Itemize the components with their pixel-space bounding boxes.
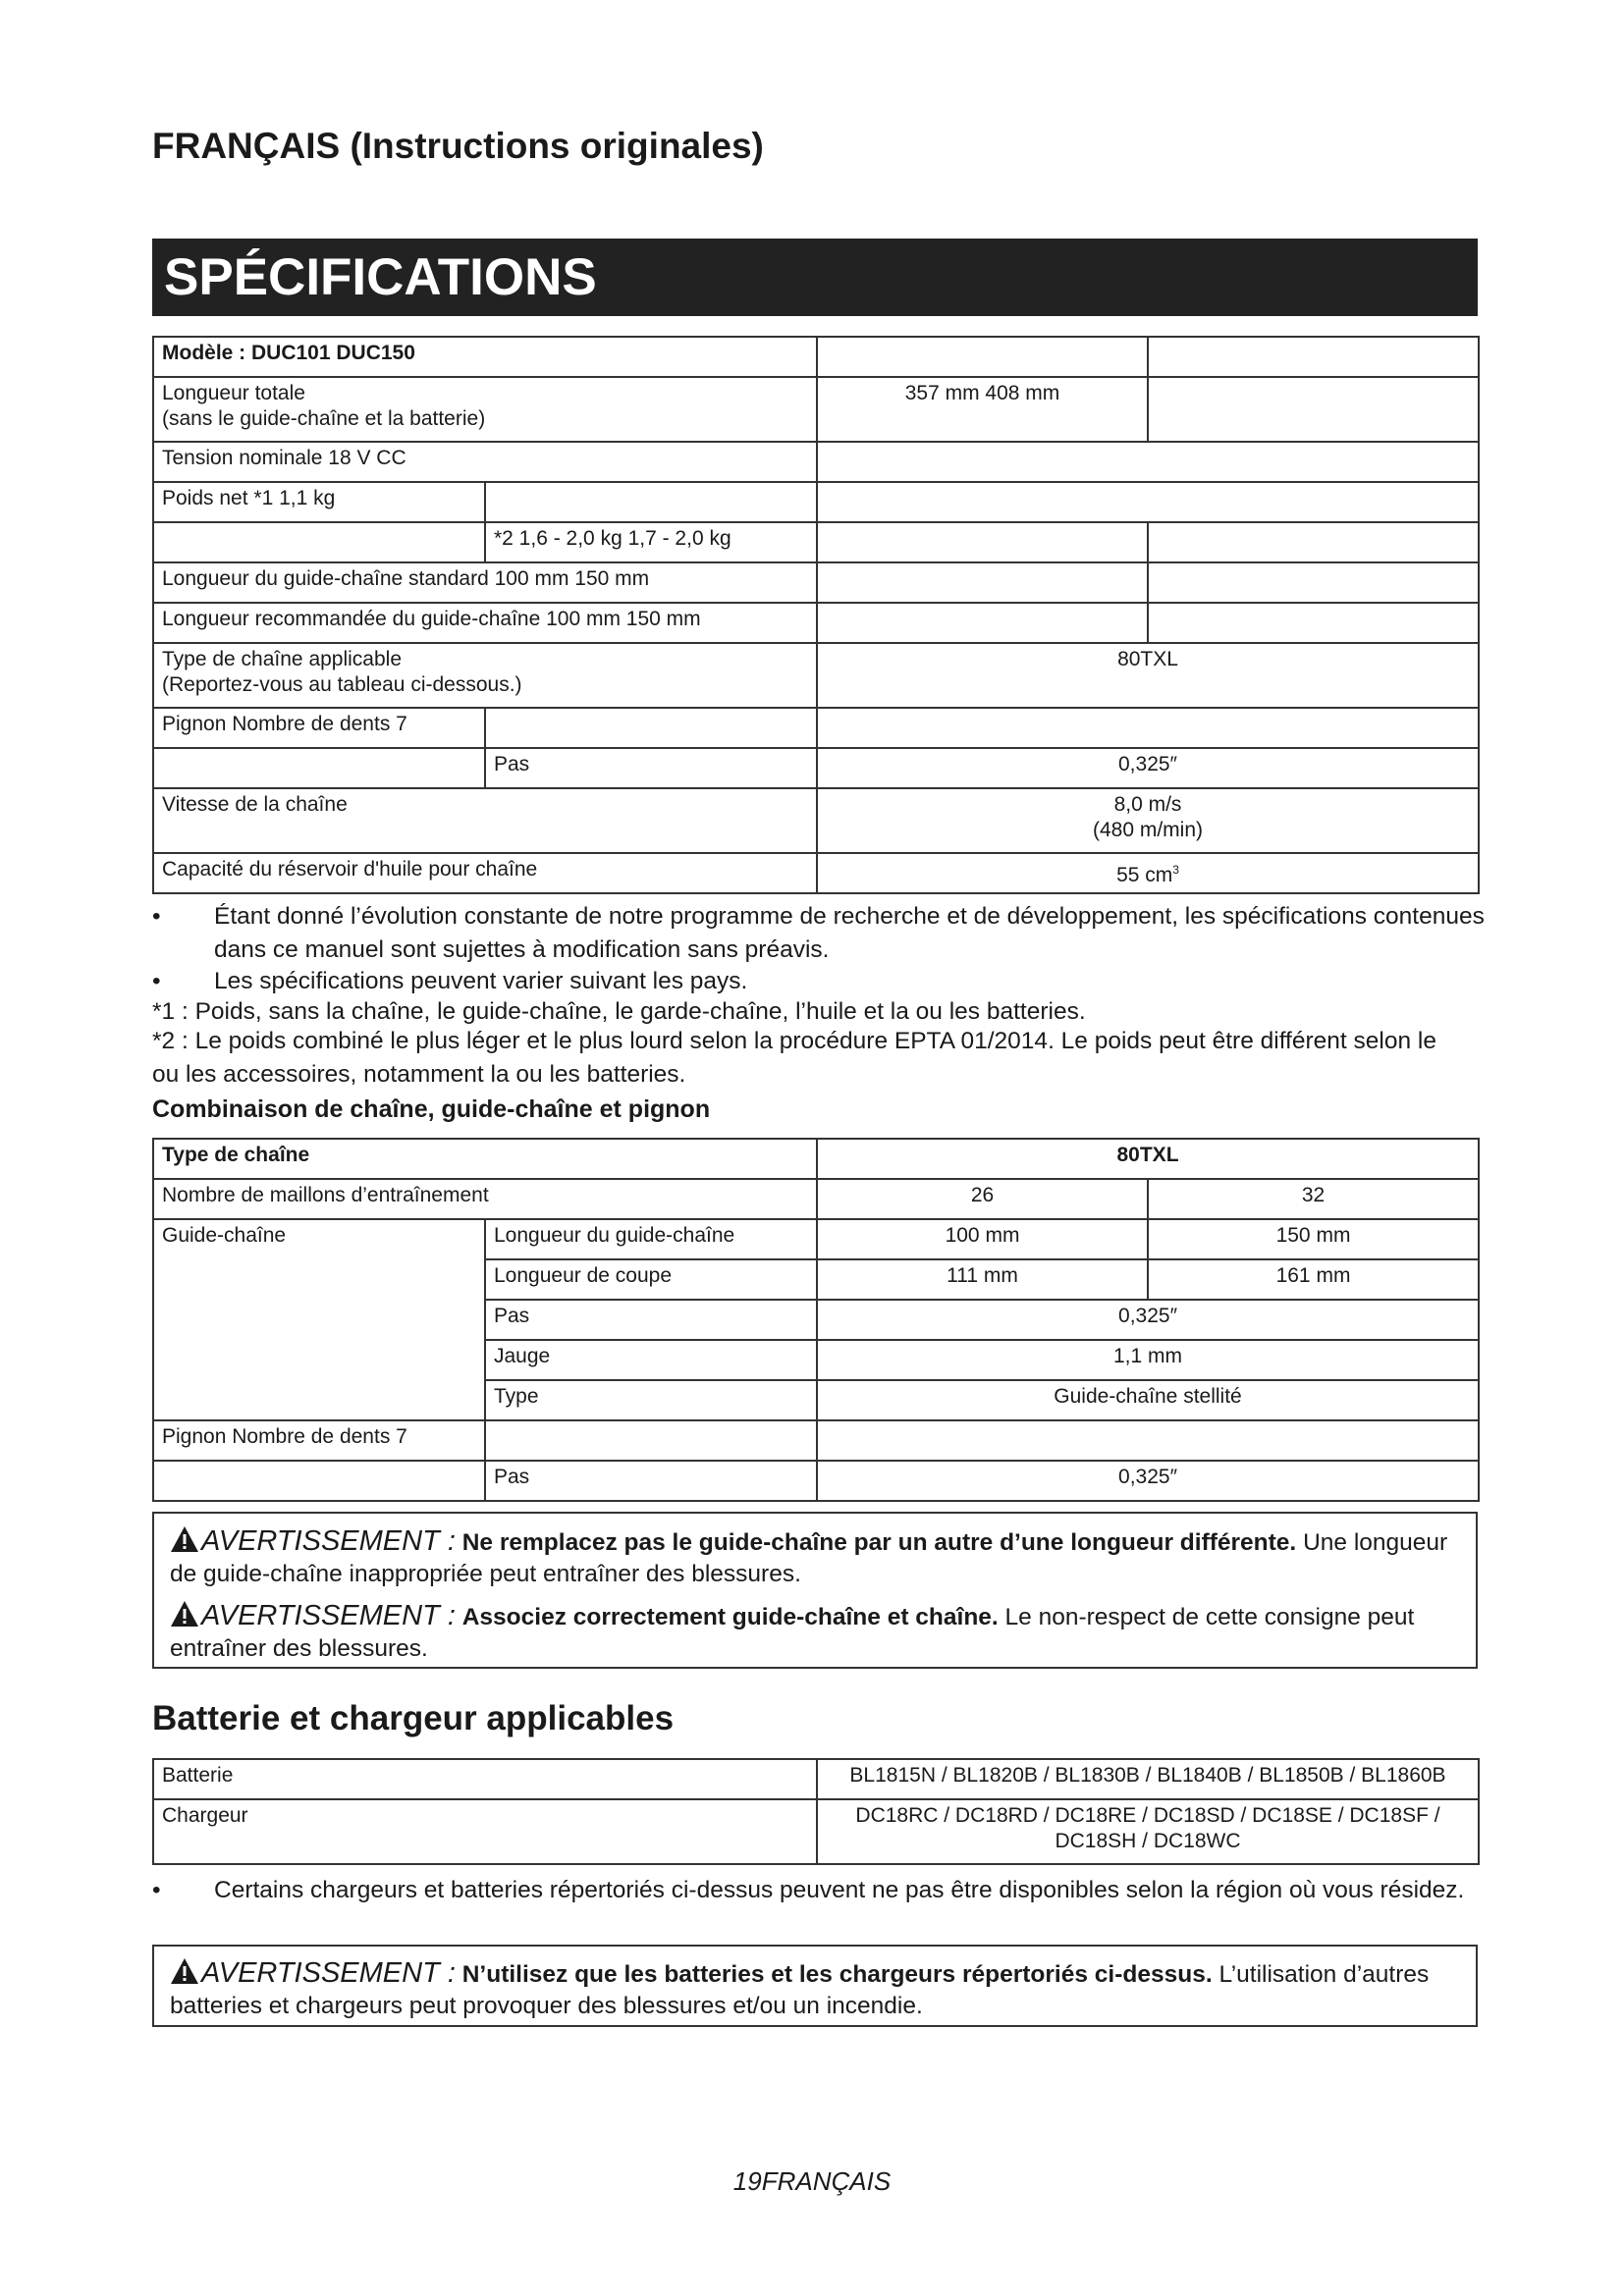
pitch-label: Pas [485,748,817,788]
warning-triangle-icon [170,1525,199,1553]
combined-weight-value: *2 1,6 - 2,0 kg 1,7 - 2,0 kg [485,522,817,562]
overall-length-label: Longueur totale (sans le guide-chaîne et la batterie) [153,377,817,442]
bar-pitch-value: 0,325″ [817,1300,1479,1340]
model-cell: Modèle : DUC101 DUC150 [153,337,817,377]
empty-cell [1148,562,1479,603]
empty-cell [1148,337,1479,377]
gauge-value: 1,1 mm [817,1340,1479,1380]
cutting-length-label: Longueur de coupe [485,1259,817,1300]
warning-bar-chain-match: AVERTISSEMENT : Associez correctement guide-chaîne et chaîne. Le non-respect de cette consigne peut entraîner des blessures. [170,1600,1415,1662]
empty-cell [817,482,1479,522]
empty-cell [817,1420,1479,1461]
chain-speed-label: Vitesse de la chaîne [153,788,817,853]
sprocket-pitch-value: 0,325″ [817,1461,1479,1501]
specifications-table [152,336,1480,894]
combination-heading: Combinaison de chaîne, guide-chaîne et pignon [152,1095,711,1123]
footnote-2: *2 : Le poids combiné le plus léger et le plus lourd selon la procédure EPTA 01/2014. Le poids peut être différent selon le ou les accessoires, notamment la ou les batteries. [152,1028,1436,1088]
warning-triangle-icon [170,1957,199,1985]
chain-type-value: 80TXL [817,643,1479,708]
overall-length-value: 357 mm 408 mm [817,377,1148,442]
bar-length-label: Longueur du guide-chaîne [485,1219,817,1259]
empty-cell [817,522,1148,562]
sprocket-teeth-label: Pignon Nombre de dents 7 [153,708,485,748]
warning-bar-length: AVERTISSEMENT : Ne remplacez pas le guide-chaîne par un autre d’une longueur différente. Une longueur de guide-chaîne inappropriée peut entraîner des blessures. [170,1525,1448,1587]
chain-speed-value: 8,0 m/s (480 m/min) [817,788,1479,853]
empty-cell [1148,377,1479,442]
bar-pitch-label: Pas [485,1300,817,1340]
sprocket-teeth-label: Pignon Nombre de dents 7 [153,1420,485,1461]
empty-cell [1148,522,1479,562]
empty-cell [1148,603,1479,643]
empty-cell [485,482,817,522]
empty-cell [485,708,817,748]
warning-box-battery [152,1945,1478,2027]
empty-cell [817,603,1148,643]
chain-type-value: 80TXL [817,1139,1479,1179]
drive-links-label: Nombre de maillons d’entraînement [153,1179,817,1219]
standard-bar-length: Longueur du guide-chaîne standard 100 mm 150 mm [153,562,817,603]
gauge-label: Jauge [485,1340,817,1380]
bar-length-value: 150 mm [1148,1219,1479,1259]
empty-cell [153,522,485,562]
empty-cell [153,1461,485,1501]
oil-tank-value: 55 $cm^3$ [817,853,1479,893]
recommended-bar-length: Longueur recommandée du guide-chaîne 100 mm 150 mm [153,603,817,643]
warning-triangle-icon [170,1600,199,1628]
page-language-header: FRANÇAIS (Instructions originales) [152,126,764,166]
sprocket-pitch-label: Pas [485,1461,817,1501]
footnote-1: *1 : Poids, sans la chaîne, le guide-chaîne, le garde-chaîne, l’huile et la ou les batteries. [152,998,1086,1025]
specifications-banner: SPÉCIFICATIONS [152,239,1478,316]
bar-type-label: Type [485,1380,817,1420]
net-weight-label: Poids net *1 1,1 kg [153,482,485,522]
empty-cell [817,337,1148,377]
rated-voltage-label: Tension nominale 18 V CC [153,442,817,482]
chain-combination-table [152,1138,1480,1502]
warning-box-guide-bar [152,1512,1478,1669]
empty-cell [485,1420,817,1461]
guide-bar-label: Guide-chaîne [153,1219,485,1420]
battery-label: Batterie [153,1759,817,1799]
cutting-length-value: 161 mm [1148,1259,1479,1300]
empty-cell [153,748,485,788]
empty-cell [817,562,1148,603]
chain-type-label: Type de chaîne applicable (Reportez-vous au tableau ci-dessous.) [153,643,817,708]
cutting-length-value: 111 mm [817,1259,1148,1300]
drive-links-value: 32 [1148,1179,1479,1219]
chain-type-label: Type de chaîne [153,1139,817,1179]
empty-cell [817,442,1479,482]
oil-tank-label: Capacité du réservoir d'huile pour chaîne [153,853,817,893]
battery-charger-heading: Batterie et chargeur applicables [152,1699,675,1737]
battery-models: BL1815N / BL1820B / BL1830B / BL1840B / BL1850B / BL1860B [817,1759,1479,1799]
charger-label: Chargeur [153,1799,817,1864]
empty-cell [817,708,1479,748]
page-number-footer: 19FRANÇAIS [732,2166,892,2196]
battery-charger-table [152,1758,1480,1865]
drive-links-value: 26 [817,1179,1148,1219]
charger-models: DC18RC / DC18RD / DC18RE / DC18SD / DC18SE / DC18SF / DC18SH / DC18WC [817,1799,1479,1864]
pitch-value: 0,325″ [817,748,1479,788]
warning-battery-only: AVERTISSEMENT : N’utilisez que les batteries et les chargeurs répertoriés ci-dessus. L’utilisation d’autres batteries et chargeurs peut provoquer des blessures et/ou un incendie. [170,1957,1430,2019]
bar-type-value: Guide-chaîne stellité [817,1380,1479,1420]
bar-length-value: 100 mm [817,1219,1148,1259]
